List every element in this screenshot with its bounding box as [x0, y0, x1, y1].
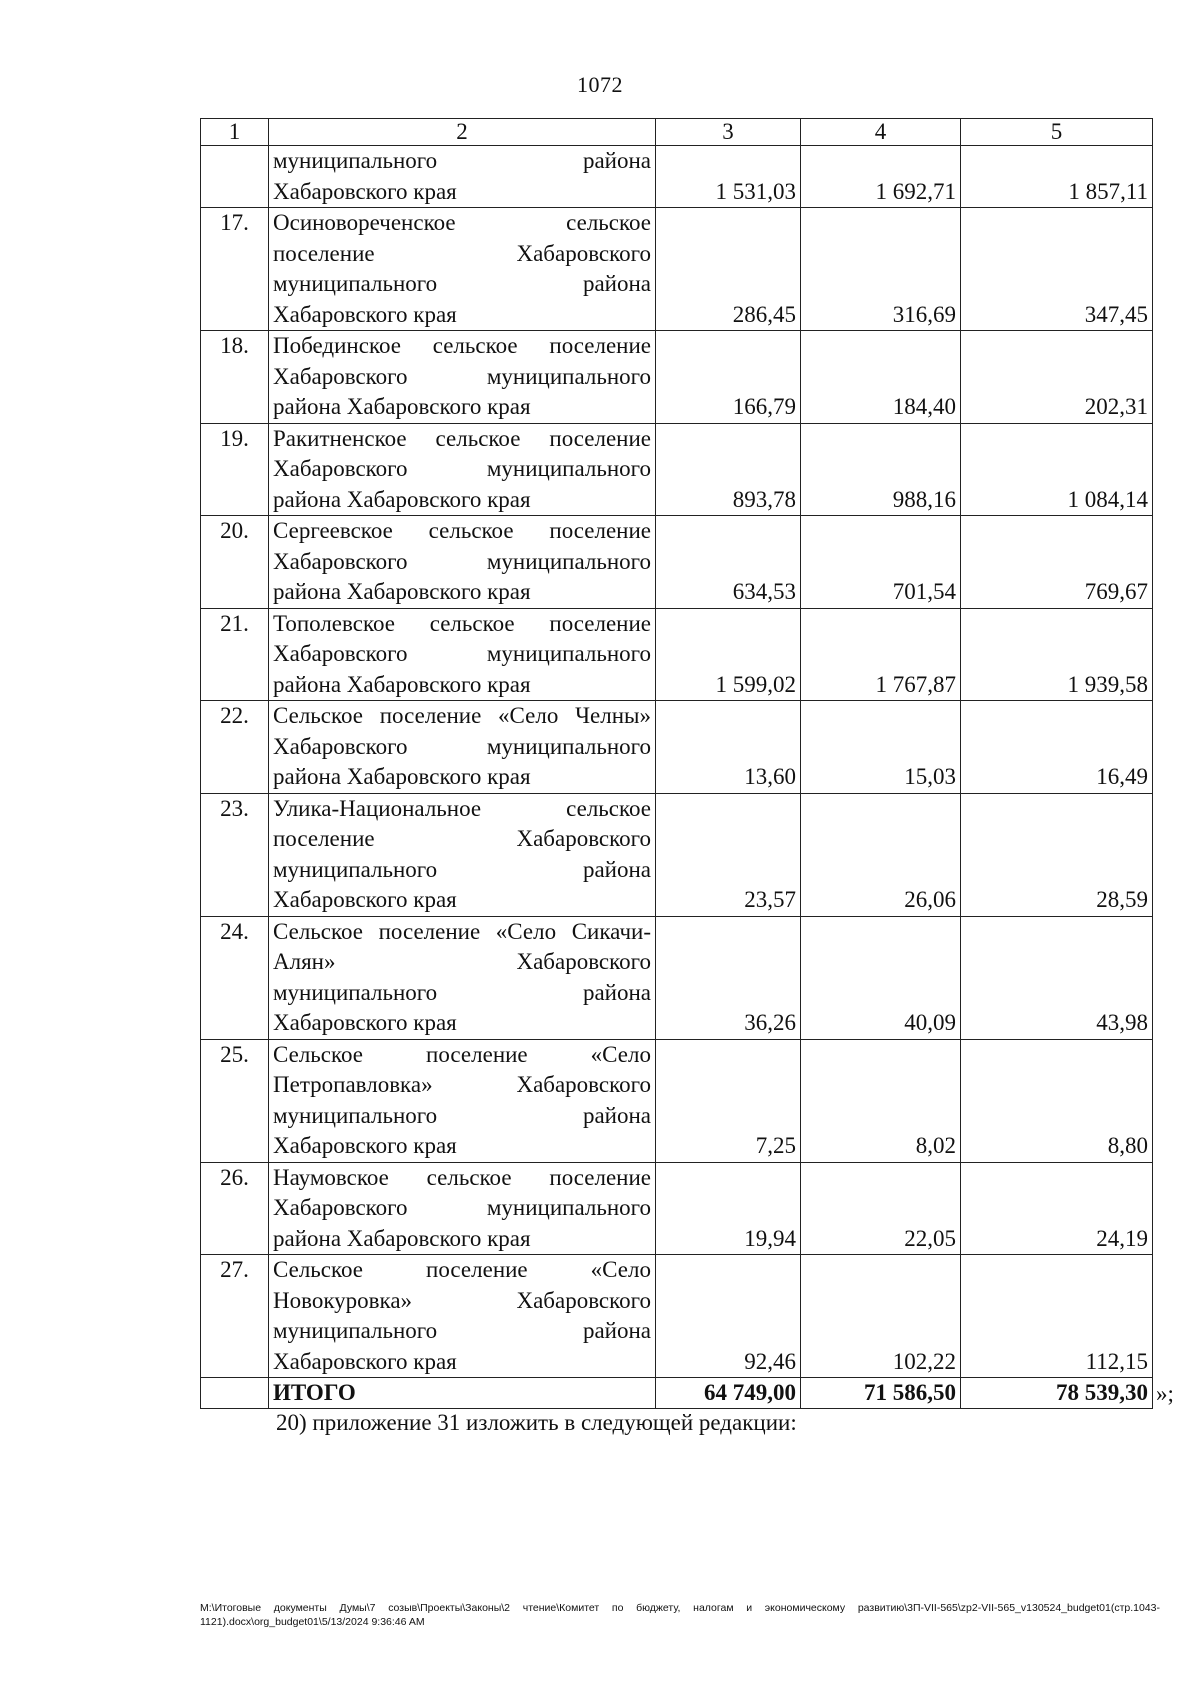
settlement-name — [269, 793, 656, 916]
settlement-name-line: Хабаровского края — [273, 1348, 457, 1374]
value-c4: 8,02 — [801, 1039, 961, 1162]
value-c5: 1 857,11 — [961, 146, 1153, 208]
settlement-name — [269, 701, 656, 794]
table-row — [201, 1039, 1153, 1162]
value-c4: 15,03 — [801, 701, 961, 794]
value-c3: 634,53 — [656, 516, 801, 609]
value-c3: 166,79 — [656, 331, 801, 424]
value-c4: 102,22 — [801, 1255, 961, 1378]
settlement-name-line: Хабаровского края — [273, 178, 457, 204]
header-cell-1: 1 — [201, 119, 269, 146]
settlement-name-line: Осиновореченское сельское — [273, 210, 651, 235]
value-c3: 286,45 — [656, 208, 801, 331]
total-value-c5: 78 539,30 — [961, 1378, 1153, 1409]
value-c5: 24,19 — [961, 1162, 1153, 1255]
row-number: 22. — [201, 701, 269, 794]
value-c4: 26,06 — [801, 793, 961, 916]
settlement-name-line: Петропавловка» Хабаровского — [273, 1072, 651, 1097]
settlement-name-line: Хабаровского муниципального — [273, 456, 651, 481]
settlement-name-line: района Хабаровского края — [273, 764, 531, 789]
budget-table — [200, 118, 1153, 1409]
row-number: 23. — [201, 793, 269, 916]
row-number: 24. — [201, 916, 269, 1039]
settlement-name-line: Сельское поселение «Село — [273, 1257, 651, 1282]
settlement-name-line: муниципального района — [273, 856, 651, 882]
settlement-name — [269, 916, 656, 1039]
total-value-c3: 64 749,00 — [656, 1378, 801, 1409]
value-c4: 1 692,71 — [801, 146, 961, 208]
settlement-name-line: Хабаровского края — [273, 887, 457, 912]
row-number: 25. — [201, 1039, 269, 1162]
row-number: 26. — [201, 1162, 269, 1255]
table-header-row — [201, 119, 1153, 146]
row-number: 19. — [201, 423, 269, 516]
settlement-name-line: Новокуровка» Хабаровского — [273, 1287, 651, 1313]
header-cell-5: 5 — [961, 119, 1153, 146]
settlement-name-line: Тополевское сельское поселение — [273, 610, 651, 636]
settlement-name-line: муниципального района — [273, 148, 651, 173]
table-row — [201, 331, 1153, 424]
value-c4: 701,54 — [801, 516, 961, 609]
settlement-name — [269, 1162, 656, 1255]
value-c3: 13,60 — [656, 701, 801, 794]
value-c3: 893,78 — [656, 423, 801, 516]
settlement-name-line: Сельское поселение «Село Челны» — [273, 703, 651, 728]
value-c4: 316,69 — [801, 208, 961, 331]
settlement-name-line: Хабаровского края — [273, 1010, 457, 1035]
table-body — [201, 119, 1153, 1409]
value-c5: 16,49 — [961, 701, 1153, 794]
table-row — [201, 916, 1153, 1039]
total-label: ИТОГО — [269, 1378, 656, 1409]
settlement-name-line: Сергеевское сельское поселение — [273, 518, 651, 543]
settlement-name-line: района Хабаровского края — [273, 671, 531, 697]
row-number: 27. — [201, 1255, 269, 1378]
total-empty-cell — [201, 1378, 269, 1409]
table-row — [201, 608, 1153, 701]
value-c5: 28,59 — [961, 793, 1153, 916]
table-row — [201, 208, 1153, 331]
settlement-name-line: поселение Хабаровского — [273, 240, 651, 266]
value-c3: 23,57 — [656, 793, 801, 916]
settlement-name-line: муниципального района — [273, 979, 651, 1005]
value-c5: 43,98 — [961, 916, 1153, 1039]
settlement-name-line: района Хабаровского края — [273, 579, 531, 604]
settlement-name-line: муниципального района — [273, 1318, 651, 1343]
value-c4: 40,09 — [801, 916, 961, 1039]
settlement-name-line: Ракитненское сельское поселение — [273, 425, 651, 451]
settlement-name — [269, 516, 656, 609]
settlement-name-line: Сельское поселение «Село — [273, 1041, 651, 1067]
settlement-name-line: района Хабаровского края — [273, 1225, 531, 1251]
settlement-name-line: муниципального района — [273, 271, 651, 296]
settlement-name-line: Хабаровского края — [273, 301, 457, 327]
table-row — [201, 516, 1153, 609]
value-c5: 347,45 — [961, 208, 1153, 331]
settlement-name-line: муниципального района — [273, 1102, 651, 1128]
settlement-name-line: Побединское сельское поселение — [273, 333, 651, 358]
value-c4: 22,05 — [801, 1162, 961, 1255]
header-cell-3: 3 — [656, 119, 801, 146]
total-row — [201, 1378, 1153, 1409]
table-row — [201, 793, 1153, 916]
value-c5: 1 939,58 — [961, 608, 1153, 701]
value-c3: 92,46 — [656, 1255, 801, 1378]
settlement-name-line: Хабаровского муниципального — [273, 733, 651, 759]
value-c4: 1 767,87 — [801, 608, 961, 701]
settlement-name-line: Хабаровского муниципального — [273, 363, 651, 389]
settlement-name — [269, 423, 656, 516]
value-c3: 1 599,02 — [656, 608, 801, 701]
table-row — [201, 701, 1153, 794]
settlement-name-line: района Хабаровского края — [273, 394, 531, 419]
closing-quote-mark: »; — [1156, 1381, 1174, 1406]
settlement-name — [269, 331, 656, 424]
value-c5: 202,31 — [961, 331, 1153, 424]
value-c4: 988,16 — [801, 423, 961, 516]
total-value-c4: 71 586,50 — [801, 1378, 961, 1409]
header-cell-2: 2 — [269, 119, 656, 146]
value-c3: 19,94 — [656, 1162, 801, 1255]
row-number: 18. — [201, 331, 269, 424]
settlement-name-line: Хабаровского муниципального — [273, 1195, 651, 1220]
value-c5: 1 084,14 — [961, 423, 1153, 516]
settlement-name — [269, 1039, 656, 1162]
settlement-name-line: Хабаровского муниципального — [273, 641, 651, 666]
value-c5: 769,67 — [961, 516, 1153, 609]
page-number: 1072 — [577, 72, 623, 97]
settlement-name-line: Улика-Национальное сельское — [273, 795, 651, 821]
settlement-name — [269, 146, 656, 208]
table-row — [201, 1162, 1153, 1255]
amendment-text: 20) приложение 31 изложить в следующей редакции: — [276, 1410, 797, 1435]
row-number — [201, 146, 269, 208]
header-cell-4: 4 — [801, 119, 961, 146]
table-row — [201, 1255, 1153, 1378]
value-c3: 7,25 — [656, 1039, 801, 1162]
settlement-name-line: Сельское поселение «Село Сикачи- — [273, 918, 651, 944]
row-number: 20. — [201, 516, 269, 609]
value-c5: 112,15 — [961, 1255, 1153, 1378]
value-c5: 8,80 — [961, 1039, 1153, 1162]
row-number: 17. — [201, 208, 269, 331]
table-row — [201, 423, 1153, 516]
settlement-name-line: Хабаровского края — [273, 1133, 457, 1158]
value-c4: 184,40 — [801, 331, 961, 424]
table-row — [201, 146, 1153, 208]
settlement-name — [269, 208, 656, 331]
value-c3: 1 531,03 — [656, 146, 801, 208]
settlement-name-line: Хабаровского муниципального — [273, 548, 651, 574]
settlement-name — [269, 1255, 656, 1378]
settlement-name-line: поселение Хабаровского — [273, 826, 651, 851]
settlement-name-line: района Хабаровского края — [273, 486, 531, 512]
settlement-name — [269, 608, 656, 701]
settlement-name-line: Алян» Хабаровского — [273, 949, 651, 974]
settlement-name-line: Наумовское сельское поселение — [273, 1164, 651, 1190]
file-path-footer: M:\Итоговые документы Думы\7 созыв\Проекты\Законы\2 чтение\Комитет по бюджету, налогам и экономическому развитию\3П-VII-565\zp2-VII-565_v130524_budget01(стр.1043-1121).docx\org_budget01\5/13/2024 9:36:46 AM — [200, 1602, 1160, 1628]
row-number: 21. — [201, 608, 269, 701]
value-c3: 36,26 — [656, 916, 801, 1039]
